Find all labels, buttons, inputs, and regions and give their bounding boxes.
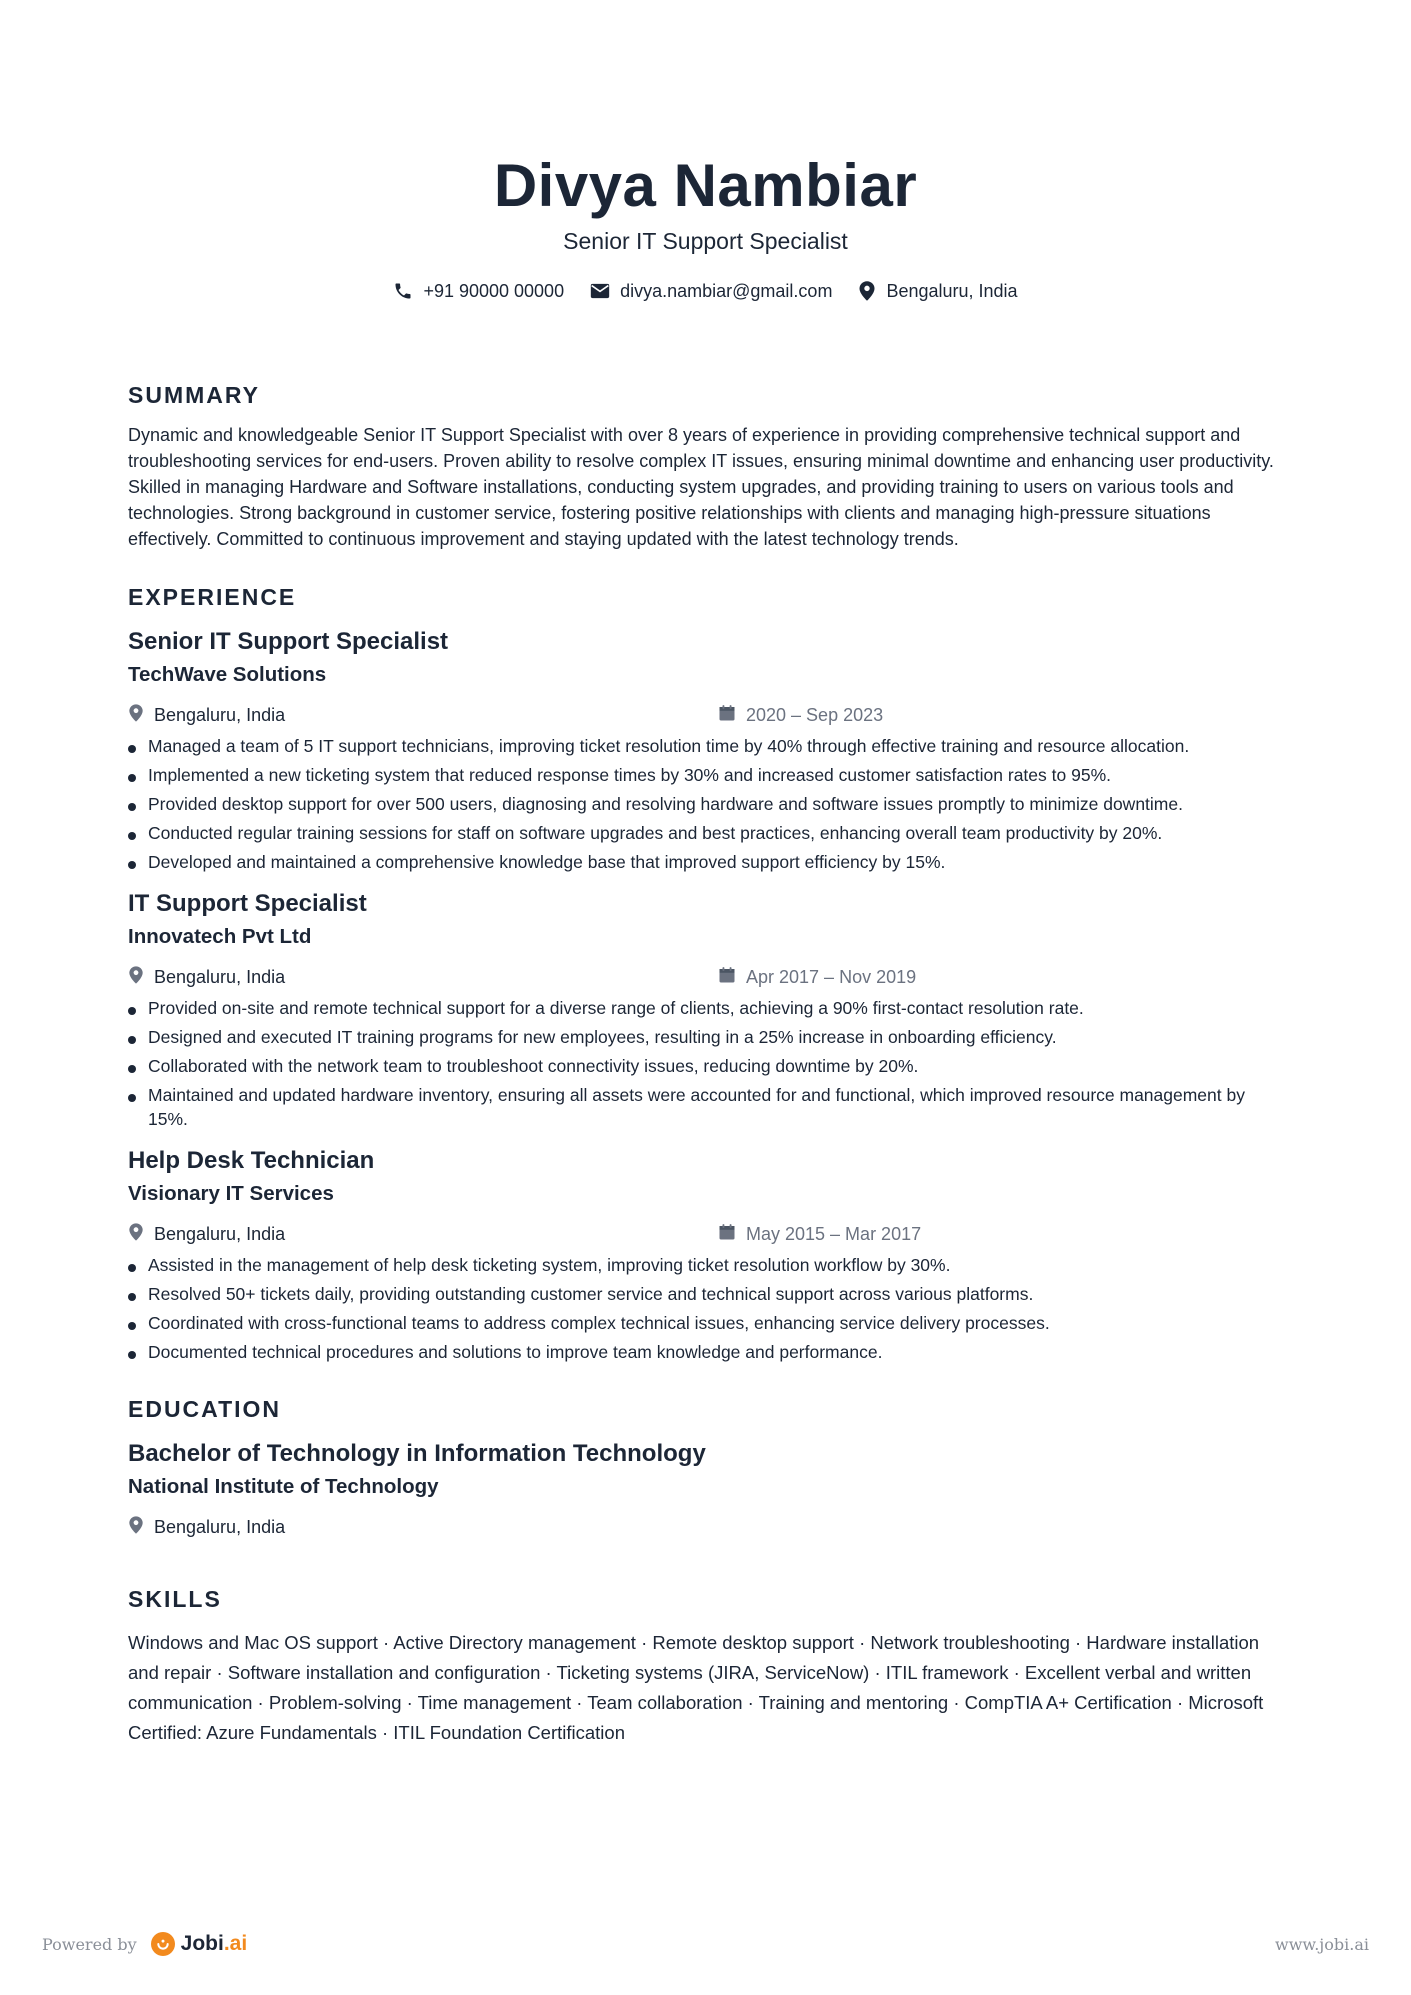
list-item: Managed a team of 5 IT support technicians, improving ticket resolution time by 40% through effective training and resource allocation. [128, 734, 1288, 758]
job-bullets [128, 734, 1288, 874]
experience-section [128, 582, 1288, 1364]
location-text: Bengaluru, India [886, 280, 1018, 301]
job-location [128, 703, 718, 728]
degree-title: Bachelor of Technology in Information Technology [128, 1440, 706, 1467]
summary-heading: SUMMARY [128, 382, 260, 408]
resume-header [0, 150, 1411, 302]
job-entry [128, 1145, 1288, 1364]
job-entry [128, 888, 1288, 1131]
summary-text: Dynamic and knowledgeable Senior IT Support Specialist with over 8 years of experience in providing comprehensive technical support and troubleshooting services for end-users. Proven ability to resolve complex IT issues, ensuring minimal downtime and enhancing user productivity. Skilled in managing Hardware and Software installations, conducting system upgrades, and providing training to users on various tools and technologies. Strong background in customer service, fostering positive relationships with clients and managing high-pressure situations effectively. Committed to continuous improvement and staying updated with the latest technology trends. [128, 425, 1274, 549]
experience-heading: EXPERIENCE [128, 584, 297, 610]
list-item: Maintained and updated hardware inventory, ensuring all assets were accounted for and functional, which improved resource management by 15%. [128, 1083, 1288, 1131]
list-item: Coordinated with cross-functional teams to address complex technical issues, enhancing service delivery processes. [128, 1311, 1288, 1335]
location-pin-icon [128, 1515, 144, 1540]
summary-section [128, 380, 1288, 552]
list-item: Collaborated with the network team to troubleshoot connectivity issues, reducing downtime by 20%. [128, 1054, 1288, 1078]
jobi-logo-text [181, 1932, 248, 1956]
education-location [128, 1515, 718, 1540]
contact-location [858, 280, 1017, 302]
job-meta [128, 964, 1288, 990]
job-location-text: Bengaluru, India [154, 704, 286, 725]
education-heading: EDUCATION [128, 1396, 282, 1422]
job-dates [718, 966, 916, 989]
job-dates [718, 704, 883, 727]
list-item: Resolved 50+ tickets daily, providing outstanding customer service and technical support across various platforms. [128, 1282, 1288, 1306]
job-location [128, 965, 718, 990]
calendar-icon [718, 704, 736, 727]
location-pin-icon [128, 703, 144, 728]
list-item: Assisted in the management of help desk ticketing system, improving ticket resolution workflow by 30%. [128, 1253, 1288, 1277]
job-dates-text: Apr 2017 – Nov 2019 [746, 966, 917, 987]
list-item: Developed and maintained a comprehensive knowledge base that improved support efficiency by 15%. [128, 850, 1288, 874]
powered-by-label: Powered by [42, 1934, 137, 1954]
education-location-text: Bengaluru, India [154, 1516, 286, 1537]
institution-name: National Institute of Technology [128, 1475, 439, 1498]
phone-number: +91 90000 00000 [423, 280, 565, 301]
skills-section [128, 1584, 1288, 1748]
job-location-text: Bengaluru, India [154, 966, 286, 987]
job-title: Senior IT Support Specialist [128, 628, 449, 655]
contact-row [0, 280, 1411, 302]
education-entry [128, 1438, 1288, 1540]
location-pin-icon [128, 965, 144, 990]
candidate-title: Senior IT Support Specialist [563, 228, 848, 254]
email-address: divya.nambiar@gmail.com [620, 280, 833, 301]
jobi-logo-icon [151, 1932, 175, 1956]
phone-icon [393, 281, 413, 301]
job-dates-text: May 2015 – Mar 2017 [746, 1223, 922, 1244]
list-item: Implemented a new ticketing system that reduced response times by 30% and increased customer satisfaction rates to 95%. [128, 763, 1288, 787]
education-section [128, 1394, 1288, 1540]
job-bullets [128, 996, 1288, 1131]
candidate-name: Divya Nambiar [493, 152, 918, 219]
job-dates [718, 1223, 921, 1246]
job-company: Visionary IT Services [128, 1182, 334, 1205]
footer-branding [42, 1932, 247, 1956]
logo-text-accent: .ai [223, 1932, 248, 1955]
location-pin-icon [858, 280, 876, 302]
job-title: Help Desk Technician [128, 1147, 375, 1174]
website-link[interactable]: www.jobi.ai [1275, 1935, 1369, 1954]
jobi-logo-link[interactable] [151, 1932, 248, 1956]
skills-heading: SKILLS [128, 1586, 222, 1612]
resume-body [128, 380, 1288, 1748]
logo-text-main: Jobi [180, 1932, 224, 1955]
job-location [128, 1222, 718, 1247]
list-item: Provided on-site and remote technical support for a diverse range of clients, achieving a 90% first-contact resolution rate. [128, 996, 1288, 1020]
calendar-icon [718, 1223, 736, 1246]
job-meta [128, 1221, 1288, 1247]
calendar-icon [718, 966, 736, 989]
job-entry [128, 626, 1288, 874]
list-item: Documented technical procedures and solutions to improve team knowledge and performance. [128, 1340, 1288, 1364]
skills-text: Windows and Mac OS support · Active Directory management · Remote desktop support · Network troubleshooting · Hardware installation and repair · Software installation and configuration · Ticketing systems (JIRA, ServiceNow) · ITIL framework · Excellent verbal and written communication · Problem-solving · Time management · Team collaboration · Training and mentoring · CompTIA A+ Certification · Microsoft Certified: Azure Fundamentals · ITIL Foundation Certification [128, 1632, 1264, 1743]
email-icon [590, 283, 610, 299]
list-item: Designed and executed IT training programs for new employees, resulting in a 25% increase in onboarding efficiency. [128, 1025, 1288, 1049]
job-title: IT Support Specialist [128, 890, 367, 917]
education-meta [128, 1514, 1288, 1540]
job-location-text: Bengaluru, India [154, 1223, 286, 1244]
list-item: Conducted regular training sessions for staff on software upgrades and best practices, enhancing overall team productivity by 20%. [128, 821, 1288, 845]
job-meta [128, 702, 1288, 728]
contact-email [590, 281, 832, 302]
job-dates-text: 2020 – Sep 2023 [746, 704, 884, 725]
job-bullets [128, 1253, 1288, 1364]
location-pin-icon [128, 1222, 144, 1247]
contact-phone [393, 281, 564, 302]
list-item: Provided desktop support for over 500 users, diagnosing and resolving hardware and software issues promptly to minimize downtime. [128, 792, 1288, 816]
job-company: TechWave Solutions [128, 663, 327, 686]
job-company: Innovatech Pvt Ltd [128, 925, 312, 948]
